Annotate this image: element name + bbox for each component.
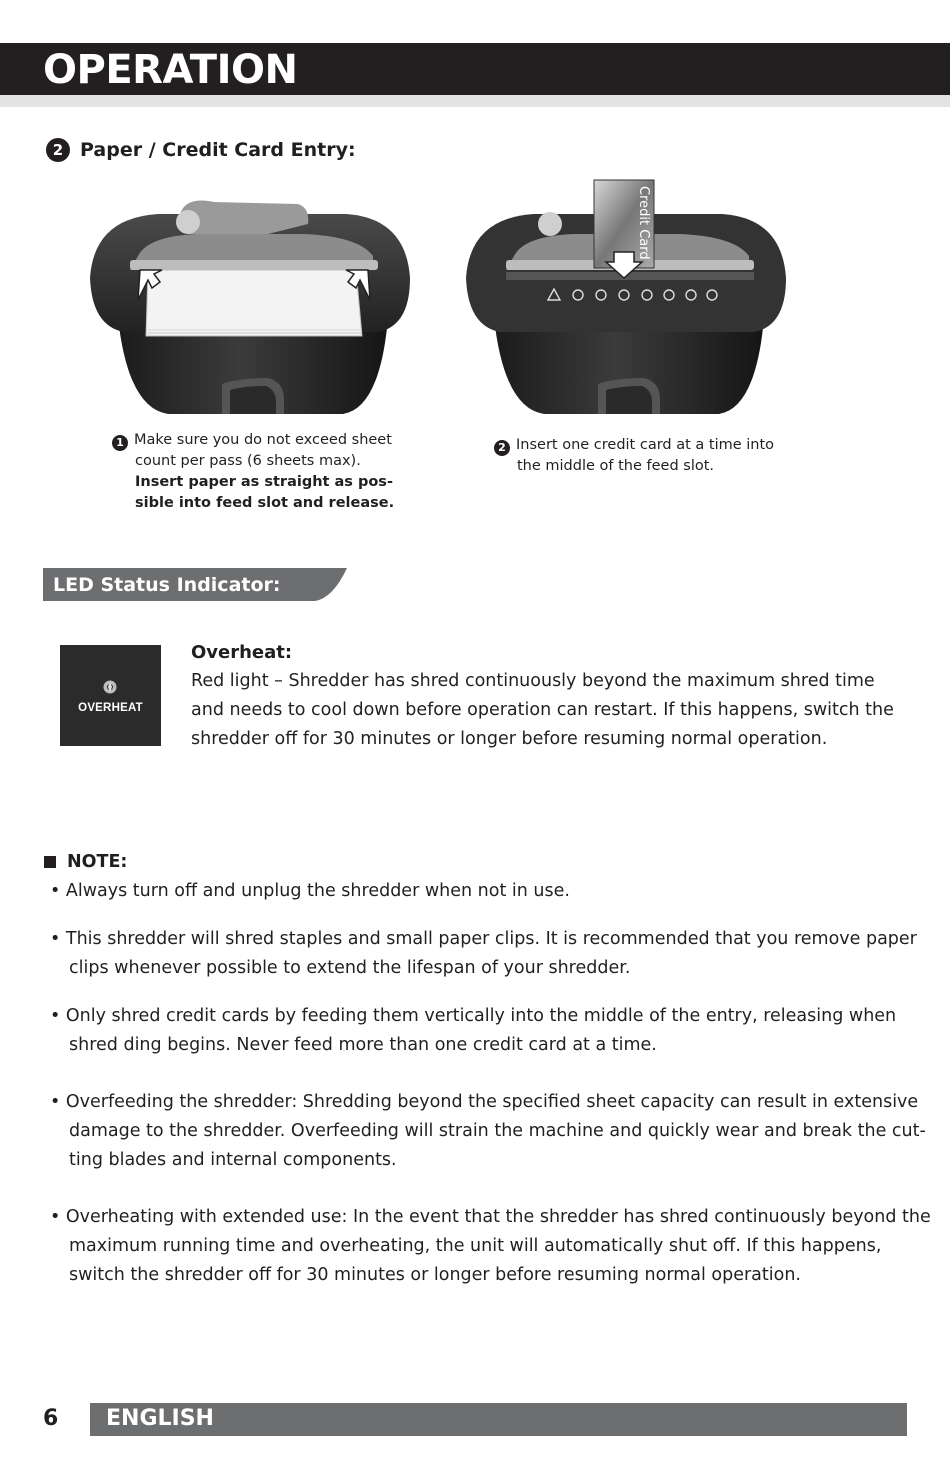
header-underline xyxy=(0,95,950,107)
page-title: OPERATION xyxy=(43,47,298,93)
overheat-indicator-panel xyxy=(60,645,161,746)
note-item: • This shredder will shred staples and small paper clips. It is recommended that you remove paper clips whenever possible to extend the lifespan of your shredder. xyxy=(50,929,917,978)
caption-line: Insert one credit card at a time into xyxy=(516,437,775,453)
shredder-card-image xyxy=(464,178,789,414)
note-item: • Overheating with extended use: In the event that the shredder has shred continuously beyond the maximum running time and overheating, the unit will automatically shut off. If this happens, switch the shredder off for 30 minutes or longer before resuming normal operation. xyxy=(50,1207,931,1285)
note-item: • Only shred credit cards by feeding them vertically into the middle of the entry, releasing when shred ding begins. Never feed more than one credit card at a time. xyxy=(50,1006,897,1055)
note-heading xyxy=(44,849,127,875)
card-entry-illustration xyxy=(464,178,789,414)
footer-language: ENGLISH xyxy=(106,1406,214,1431)
overheat-title: Overheat: xyxy=(191,642,293,663)
note-item: • Always turn off and unplug the shredder when not in use. xyxy=(50,881,570,901)
caption-number-badge: 2 xyxy=(494,440,510,456)
paper-entry-illustration xyxy=(88,178,413,414)
note-item: • Overfeeding the shredder: Shredding beyond the specified sheet capacity can result in extensive damage to the shredder. Overfeeding will strain the machine and quickly wear and break the cut- ting blades and internal components. xyxy=(50,1092,926,1170)
led-section-title: LED Status Indicator: xyxy=(53,574,281,596)
step-number-badge: 2 xyxy=(46,138,70,162)
caption-line: Make sure you do not exceed sheet xyxy=(134,432,392,448)
card-entry-caption xyxy=(494,435,794,477)
paper-entry-caption xyxy=(112,430,412,514)
caption-number-badge: 1 xyxy=(112,435,128,451)
caption-line: count per pass (6 sheets max). xyxy=(135,453,361,469)
overheat-description: Red light – Shredder has shred continuously beyond the maximum shred time and needs to cool down before operation can restart. If this happens, switch the shredder off for 30 minutes or longer before resuming normal operation. xyxy=(191,671,894,749)
note-bullet-square xyxy=(44,856,56,868)
caption-line-bold: Insert paper as straight as pos- xyxy=(135,474,393,490)
entry-section-title: Paper / Credit Card Entry: xyxy=(80,139,356,161)
overheat-indicator-label: OVERHEAT xyxy=(78,702,143,714)
card-label: Credit Card xyxy=(636,186,651,260)
page-number: 6 xyxy=(43,1406,59,1431)
shredder-paper-image xyxy=(88,178,413,414)
caption-line-bold: sible into feed slot and release. xyxy=(135,495,395,511)
overheat-icon xyxy=(101,679,119,695)
caption-line: the middle of the feed slot. xyxy=(517,458,715,474)
note-heading-text: NOTE: xyxy=(67,852,128,872)
entry-section-heading xyxy=(46,136,356,164)
